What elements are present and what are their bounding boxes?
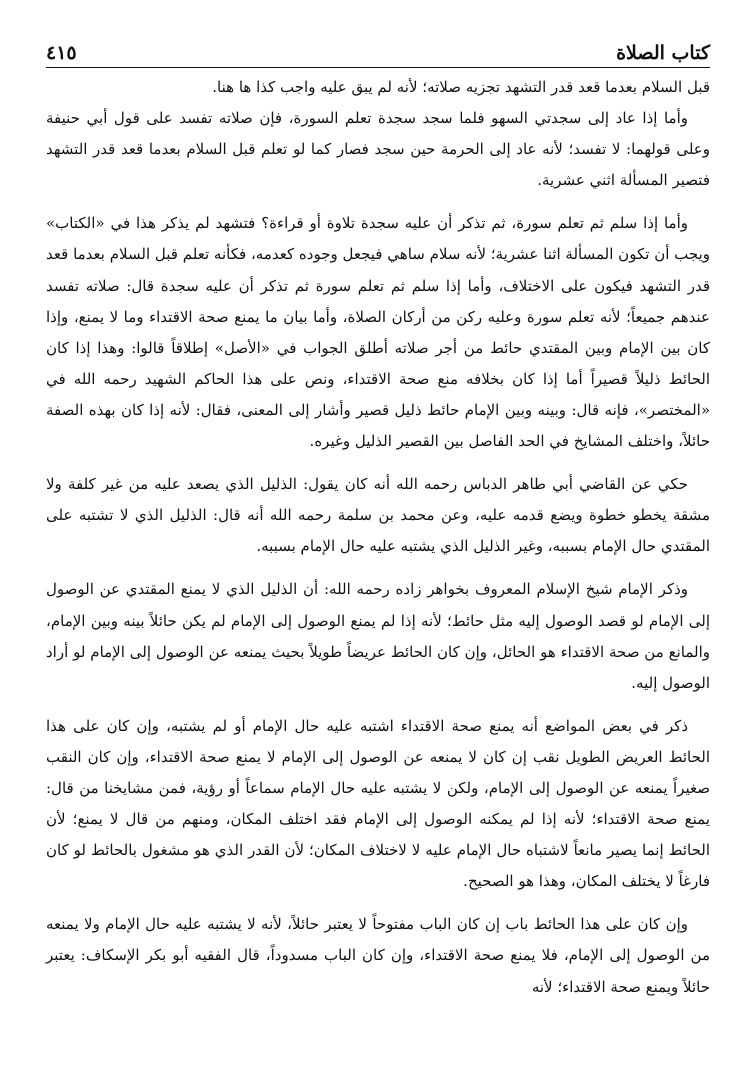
- paragraph-2: وأما إذا عاد إلى سجدتي السهو فلما سجد سجدة تعلم السورة، فإن صلاته تفسد على قول أبي حنيفة وعلى قولهما: لا تفسد؛ لأنه عاد إلى الحرمة حين سجد فصار كما لو تعلم قبل السلام بعدما قعد قدر التشهد فتصير المسألة اثني عشرية.: [46, 109, 710, 190]
- page-header: [46, 34, 710, 68]
- paragraph-5: وذكر الإمام شيخ الإسلام المعروف بخواهر زاده رحمه الله: أن الذليل الذي لا يمنع المقتدي عن الوصول إلى الإمام لو قصد الوصول إليه مثل حائط؛ لأنه إذا لم يمنع الوصول إلى الإمام لم يكن حائلاً بينه وبين الإمام، والمانع من صحة الاقتداء هو الحائل، وإن كان الحائط عريضاً طويلاً بحيث يمنعه عن الوصول إلى الإمام لو أراد الوصول إليه.: [46, 580, 710, 692]
- chapter-title: كتاب الصلاة: [616, 42, 710, 64]
- paragraph-6: ذكر في بعض المواضع أنه يمنع صحة الاقتداء اشتبه عليه حال الإمام أو لم يشتبه، وإن كان على هذا الحائط العريض الطويل نقب إن كان لا يمنعه عن الوصول إلى الإمام لا يمنع صحة الاقتداء، وإن كان النقب صغيراً يمنعه عن الوصول إلى الإمام، ولكن لا يشتبه عليه حال الإمام سماعاً أو رؤية، فمن مشايخنا من قال: يمنع صحة الاقتداء؛ لأنه إذا لم يمكنه الوصول إلى الإمام فقد اختلف المكان، ومنهم من قال لا يمنع؛ لأن الحائط إنما يصير مانعاً لاشتباه حال الإمام عليه لا لاختلاف المكان؛ لأن القدر الذي هو مشغول بالحائط لو كان فارغاً لا يختلف المكان، وهذا هو الصحيح.: [46, 716, 710, 891]
- paragraph-4: حكي عن القاضي أبي طاهر الدباس رحمه الله أنه كان يقول: الذليل الذي يصعد عليه من غير كلفة ولا مشقة يخطو خطوة ويضع قدمه عليه، وعن محمد بن سلمة رحمه الله أنه قال: الذليل الذي لا تشتبه على المقتدي حال الإمام بسببه، وغير الذليل الذي يشتبه عليه حال الإمام بسببه.: [46, 475, 710, 556]
- page-body: [46, 72, 710, 1003]
- paragraph-7: وإن كان على هذا الحائط باب إن كان الباب مفتوحاً لا يعتبر حائلاً، لأنه لا يشتبه عليه حال الإمام ولا يمنعه من الوصول إلى الإمام، فلا يمنع صحة الاقتداء، وإن كان الباب مسدوداً، قال الفقيه أبو بكر الإسكاف: يعتبر حائلاً ويمنع صحة الاقتداء؛ لأنه: [46, 915, 710, 996]
- paragraph-1: قبل السلام بعدما قعد قدر التشهد تجزيه صلاته؛ لأنه لم يبق عليه واجب كذا ها هنا.: [212, 78, 710, 96]
- page-number: ٤١٥: [46, 42, 77, 64]
- paragraph-3: وأما إذا سلم ثم تعلم سورة، ثم تذكر أن عليه سجدة تلاوة أو قراءة؟ فتشهد لم يذكر هذا في «الكتاب» ويجب أن تكون المسألة اثنا عشرية؛ لأنه سلام ساهي فيجعل وجوده كعدمه، فكأنه تعلم قبل السلام بعدما قعد قدر التشهد فيكون على الاختلاف، وأما إذا سلم ثم تعلم سورة ثم تذكر أن عليه سجدة قال: صلاته تفسد عندهم جميعاً؛ لأنه تعلم سورة وعليه ركن من أركان الصلاة، وأما بيان ما يمنع صحة الاقتداء وما لا يمنع، وإذا كان بين الإمام وبين المقتدي حائط من أجر صلاته أطلق الجواب في «الأصل» إطلاقاً قالوا: وهذا إذا كان الحائط ذليلاً قصيراً أما إذا كان بخلافه منع صحة الاقتداء، ونص على هذا الحاكم الشهيد رحمه الله في «المختصر»، فإنه قال: وبينه وبين الإمام حائط ذليل قصير وأشار إلى المعنى، فقال: لأنه إذا كان بهذه الصفة حائلاً، واختلف المشايخ في الحد الفاصل بين القصير الذليل وغيره.: [46, 214, 710, 451]
